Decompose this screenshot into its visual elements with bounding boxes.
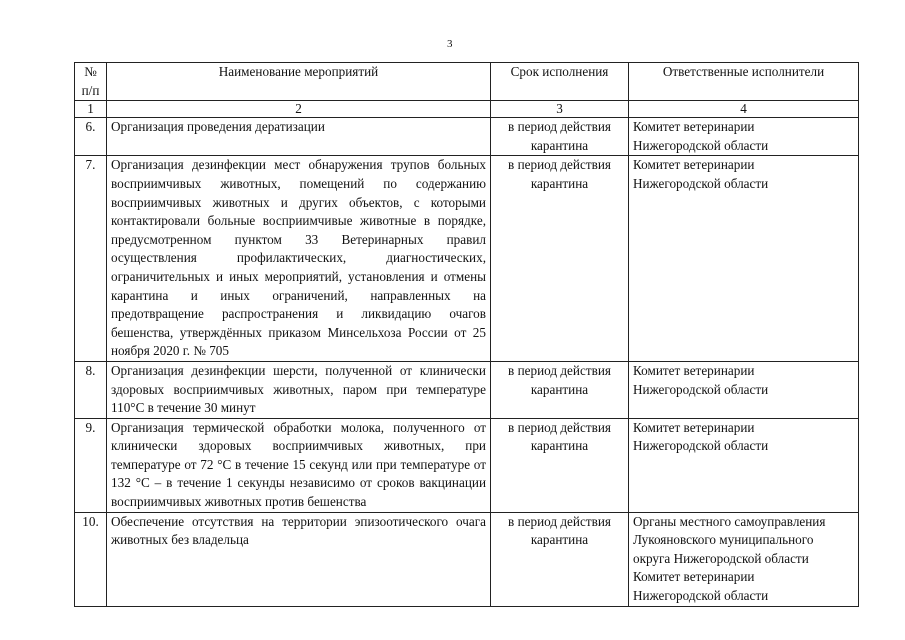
column-index: 1 (75, 101, 107, 118)
measure-name: Организация дезинфекции мест обнаружения трупов больных восприимчивых животных, помещений по содержанию восприимчивых животных и других объектов, с которыми контактировали больные восприимчивые животные в порядке, предусмотренном пунктом 33 Ветеринарных правил осуществления профилактических, диагностических, ограничительных и иных мероприятий, установления и отмены карантина и иных ограничений, направленных на предотвращение распространения и ликвидацию очагов бешенства, утверждённых приказом Минсельхоза России от 25 ноября 2020 г. № 705 (107, 156, 491, 362)
column-index: 4 (629, 101, 859, 118)
table-header-row (75, 63, 859, 101)
row-number: 9. (75, 418, 107, 512)
measure-term: в период действия карантина (491, 512, 629, 606)
measure-term: в период действия карантина (491, 418, 629, 512)
header-term: Срок исполнения (491, 63, 629, 101)
table-row (75, 512, 859, 606)
row-number: 6. (75, 118, 107, 156)
measure-responsible (629, 118, 859, 156)
column-index: 2 (107, 101, 491, 118)
measure-name: Организация проведения дератизации (107, 118, 491, 156)
measure-responsible (629, 418, 859, 512)
measure-term: в период действия карантина (491, 118, 629, 156)
table-row (75, 418, 859, 512)
row-number: 10. (75, 512, 107, 606)
row-number: 7. (75, 156, 107, 362)
responsible-line: Комитет ветеринарии (633, 419, 755, 435)
responsible-line: Нижегородской области (633, 175, 769, 191)
responsible-line: Комитет ветеринарии (633, 157, 755, 173)
responsible-line: Нижегородской области (633, 137, 769, 153)
responsible-line: округа Нижегородской области (633, 550, 809, 566)
responsible-line: Комитет ветеринарии (633, 119, 755, 135)
header-responsible: Ответственные исполнители (629, 63, 859, 101)
measure-name: Организация дезинфекции шерсти, полученной от клинически здоровых восприимчивых животных, паром при температуре 110°С в течение 30 минут (107, 361, 491, 418)
responsible-line: Органы местного самоуправления (633, 513, 826, 529)
measure-responsible (629, 512, 859, 606)
responsible-line: Комитет ветеринарии (633, 569, 755, 585)
column-index: 3 (491, 101, 629, 118)
measure-name: Обеспечение отсутствия на территории эпизоотического очага животных без владельца (107, 512, 491, 606)
responsible-line: Нижегородской области (633, 381, 769, 397)
measure-responsible (629, 156, 859, 362)
responsible-line: Нижегородской области (633, 588, 769, 604)
table-row (75, 361, 859, 418)
measure-term: в период действия карантина (491, 361, 629, 418)
row-number: 8. (75, 361, 107, 418)
measure-responsible (629, 361, 859, 418)
measures-table (74, 62, 859, 607)
measure-term: в период действия карантина (491, 156, 629, 362)
table-row (75, 156, 859, 362)
header-name: Наименование мероприятий (107, 63, 491, 101)
measure-name: Организация термической обработки молока, полученного от клинически здоровых восприимчивых животных, при температуре от 72 °С в течение 15 секунд или при температуре от 132 °С – в течение 1 секунды независимо от сроков вакцинации восприимчивых животных против бешенства (107, 418, 491, 512)
responsible-line: Лукояновского муниципального (633, 532, 814, 548)
responsible-line: Нижегородской области (633, 438, 769, 454)
header-num: № п/п (75, 63, 107, 101)
table-row (75, 118, 859, 156)
column-index-row (75, 101, 859, 118)
responsible-line: Комитет ветеринарии (633, 362, 755, 378)
page-number: 3 (447, 38, 453, 50)
